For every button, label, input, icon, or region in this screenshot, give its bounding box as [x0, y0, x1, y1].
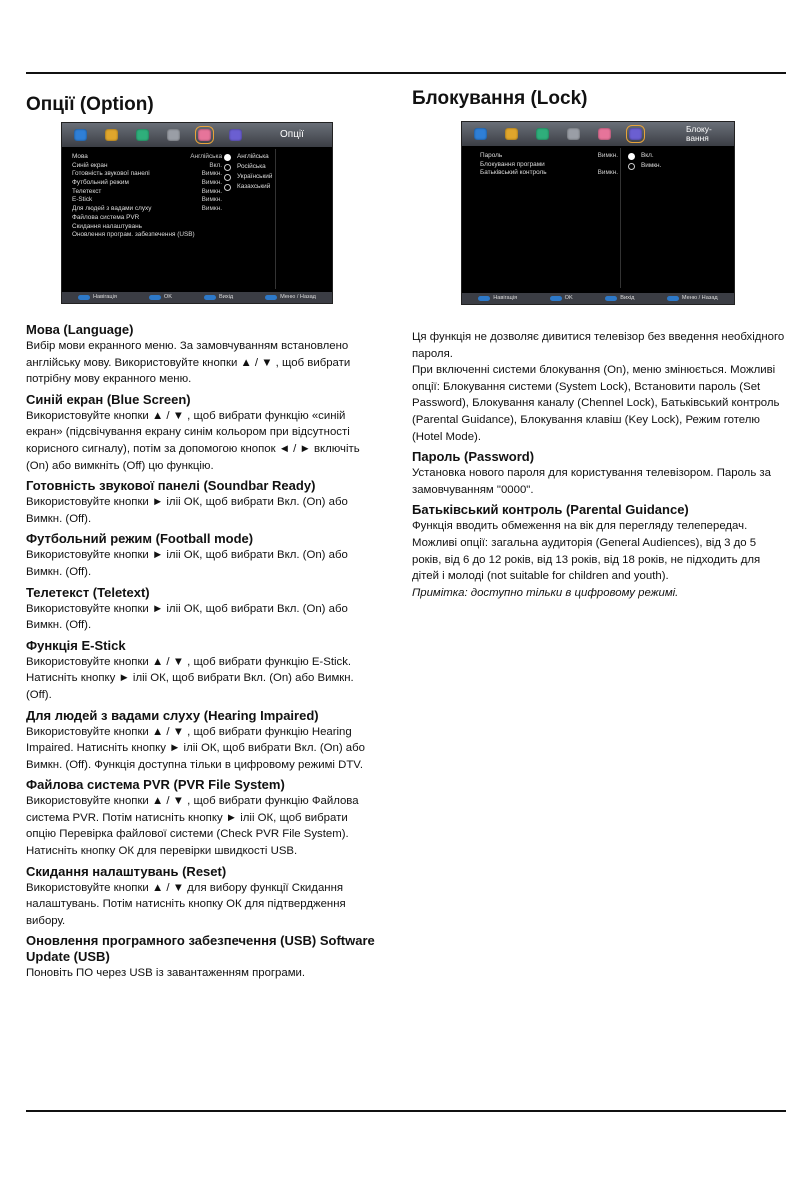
option-row	[224, 162, 272, 172]
section-body: Установка нового пароля для користування телевізором. Пароль за замовчуванням "0000".	[412, 467, 771, 496]
footer-exit	[605, 294, 634, 303]
section-body: Вибір мови екранного меню. За замовчуванням встановлено англійську мову. Використовуйте кнопки ▲ / ▼ , щоб вибрати потрібну мову екранного меню.	[26, 340, 351, 386]
section-body: Використовуйте кнопки ▲ / ▼ , щоб вибрати функцію Hearing Impaired. Натисніть кнопку ► іліі ОК, щоб вибрати Вкл. (On) або Вимкн. (Off). Функція доступна тільки в цифровому режимі DTV.	[26, 725, 365, 771]
section-parental	[412, 502, 788, 601]
option-row	[628, 151, 661, 161]
option-row	[224, 183, 272, 193]
language-options	[224, 152, 272, 193]
section-title: Футбольний режим (Football mode)	[26, 531, 254, 547]
menu-row-value: Вимкн.	[201, 205, 222, 213]
intro-text: Ця функція не дозволяє дивитися телевізор без введення необхідного пароля.	[412, 331, 785, 360]
footer-label: Навігація	[493, 295, 518, 302]
sound-tab-icon	[105, 129, 118, 141]
section-title: Функція E-Stick	[26, 637, 126, 653]
menu-row-label: Файлова система PVR	[72, 213, 140, 221]
section-body: Використовуйте кнопки ▲ / ▼ , щоб вибрати функцію Файлова система PVR. Потім натисніть кнопку ► іліі ОК, щоб вибрати опцію Перевірка файлової системи (Check PVR File System). Натисніть кнопку ОК для перевірки швидкості USB.	[26, 795, 359, 858]
menu-footer	[462, 293, 734, 304]
menu-row-label: Для людей з вадами слуху	[72, 205, 152, 213]
menu-items	[480, 152, 618, 178]
option-label: Вимкн.	[641, 161, 662, 169]
tab-title-line: Блоку-	[686, 124, 712, 134]
option-label: Російська	[237, 162, 266, 170]
menu-row-value: Англійська	[190, 153, 222, 160]
footer-label: OK	[564, 295, 573, 302]
channel-tab-icon	[536, 128, 549, 140]
section-hearing	[26, 708, 378, 774]
menu-key-icon	[667, 296, 679, 301]
intro-text: При включенні системи блокування (On), меню змінюється. Можливі опції: Блокування системи (System Lock), Встановити пароль (Set Password), Блокування каналу (Chennel Lock), Батьківський контроль (Parental Guidance), Блокування клавіш (Key Lock), Режим готелю (Hotel Mode).	[412, 364, 780, 443]
section-pvr	[26, 777, 378, 859]
sound-tab-icon	[505, 128, 518, 140]
option-heading: Опції (Option)	[26, 94, 154, 115]
menu-row-label: Скидання налаштувань	[72, 222, 142, 230]
section-title: Телетекст (Teletext)	[26, 584, 150, 600]
footer-label: OK	[163, 294, 172, 301]
channel-tab-icon	[136, 129, 149, 141]
radio-icon	[224, 184, 231, 191]
menu-row-label: Пароль	[480, 152, 503, 159]
footer-label: Меню / Назад	[681, 295, 718, 302]
menu-row	[72, 231, 222, 240]
exit-key-icon	[204, 295, 216, 300]
menu-row-value: Вимкн.	[201, 170, 222, 178]
section-title: Скидання налаштувань (Reset)	[26, 863, 227, 879]
picture-tab-icon	[474, 128, 487, 140]
section-body: Функція вводить обмеження на вік для перегляду телепередач. Можливі опції: загальна аудиторія (General Audiences), від 3 до 5 років, від 6 до 12 років, від 13 років, від 18 років, не підходить для дітей і молоді (not suitable for children and youth).	[412, 520, 761, 583]
menu-row-value: Вимкн.	[597, 169, 618, 177]
bottom-rule	[26, 1110, 786, 1112]
option-sections	[26, 322, 378, 982]
menu-row	[72, 188, 222, 197]
section-reset	[26, 864, 378, 930]
menu-row	[72, 223, 222, 232]
section-password	[412, 449, 788, 498]
menu-row-label: Синій екран	[72, 161, 108, 169]
option-label: Український	[237, 173, 273, 181]
menu-row	[72, 205, 222, 214]
nav-key-icon	[78, 295, 90, 300]
footer-label: Вихід	[218, 294, 234, 301]
section-title: Для людей з вадами слуху (Hearing Impaired)	[26, 707, 319, 723]
section-body: Використовуйте кнопки ► іліі ОК, щоб вибрати Вкл. (On) або Вимкн. (Off).	[26, 549, 348, 578]
menu-row-value: Вимкн.	[597, 152, 618, 159]
footer-label: Вихід	[620, 295, 635, 302]
option-menu-screenshot	[62, 123, 332, 303]
menu-row	[480, 152, 618, 161]
menu-row-label: Оновлення програм. забезпечення (USB)	[72, 231, 195, 239]
section-soundbar	[26, 478, 378, 527]
menu-row-value: Вимкн.	[201, 187, 222, 195]
top-rule	[26, 72, 786, 74]
menu-divider	[620, 148, 621, 288]
menu-key-icon	[265, 295, 277, 300]
option-tab-icon	[198, 129, 211, 141]
radio-icon	[224, 164, 231, 171]
option-label: Вкл.	[641, 151, 654, 159]
menu-row-label: E-Stick	[72, 196, 93, 204]
section-software-update	[26, 933, 378, 982]
lock-menu-screenshot	[462, 122, 734, 304]
section-body: Використовуйте кнопки ► іліі ОК, щоб вибрати Вкл. (On) або Вимкн. (Off).	[26, 496, 348, 525]
menu-items	[72, 153, 222, 240]
picture-tab-icon	[74, 129, 87, 141]
menu-tab-title	[686, 122, 712, 146]
menu-row	[480, 169, 618, 178]
footer-nav	[78, 293, 117, 302]
radio-selected-icon	[224, 154, 231, 161]
menu-row	[72, 214, 222, 223]
menu-row-value: Вкл.	[209, 161, 222, 169]
option-row	[224, 152, 272, 162]
menu-row-label: Телетекст	[72, 187, 102, 195]
menu-row	[72, 170, 222, 179]
option-tab-icon	[598, 128, 611, 140]
section-blue-screen	[26, 392, 378, 474]
menu-row-label: Мова	[72, 153, 88, 160]
section-teletext	[26, 585, 378, 634]
option-label: Казахський	[237, 183, 271, 191]
menu-row-value: Вимкн.	[201, 196, 222, 204]
section-title: Файлова система PVR (PVR File System)	[26, 777, 285, 793]
option-label: Англійська	[237, 152, 269, 160]
time-tab-icon	[567, 128, 580, 140]
menu-row-label: Батьківський контроль	[480, 169, 547, 177]
menu-row-label: Готовність звукової панелі	[72, 170, 150, 178]
ok-key-icon	[149, 295, 161, 300]
menu-divider	[275, 149, 276, 289]
section-body: Використовуйте кнопки ▲ / ▼ , щоб вибрати функцію E-Stick. Натисніть кнопку ► іліі ОК, щоб вибрати Вкл. (On) або Вимкн. (Off).	[26, 655, 354, 701]
exit-key-icon	[605, 296, 617, 301]
menu-tab-title: Опції	[280, 128, 304, 140]
section-body: Поновіть ПО через USB із завантаженням програми.	[26, 967, 306, 980]
radio-icon	[224, 174, 231, 181]
radio-icon	[628, 163, 635, 170]
tab-title-line: вання	[686, 133, 709, 143]
note-text: Примітка: доступно тільки в цифровому режимі.	[412, 586, 679, 599]
footer-label: Навігація	[93, 294, 117, 301]
section-title: Синій екран (Blue Screen)	[26, 391, 191, 407]
footer-nav	[478, 294, 517, 303]
lock-heading: Блокування (Lock)	[412, 88, 588, 109]
footer-exit	[204, 293, 233, 302]
menu-footer	[62, 292, 332, 303]
footer-ok	[149, 293, 172, 302]
time-tab-icon	[167, 129, 180, 141]
section-title: Оновлення програмного забезпечення (USB) Software Update (USB)	[26, 933, 375, 965]
menu-row	[72, 196, 222, 205]
section-title: Готовність звукової панелі (Soundbar Ready)	[26, 478, 316, 494]
option-row	[628, 161, 661, 171]
option-row	[224, 172, 272, 182]
lock-intro	[412, 329, 788, 445]
section-football	[26, 531, 378, 580]
footer-label: Меню / Назад	[280, 294, 316, 301]
footer-ok	[550, 294, 573, 303]
section-language	[26, 322, 378, 388]
nav-key-icon	[478, 296, 490, 301]
section-estick	[26, 638, 378, 704]
footer-menu	[667, 294, 718, 303]
section-title: Пароль (Password)	[412, 449, 535, 465]
lock-tab-icon	[629, 128, 642, 140]
section-title: Батьківський контроль (Parental Guidance)	[412, 502, 689, 518]
radio-selected-icon	[628, 153, 635, 160]
lock-options	[628, 151, 661, 171]
section-body: Використовуйте кнопки ▲ / ▼ , щоб вибрати функцію «синій екран» (підсвічування екрану синім кольором при відсутності корисного сигналу), потім за допомогою кнопок ◄ / ► включіть (On) або вимкніть (Off) цю функцію.	[26, 409, 360, 472]
section-body: Використовуйте кнопки ► іліі ОК, щоб вибрати Вкл. (On) або Вимкн. (Off).	[26, 602, 348, 632]
menu-row-value: Вимкн.	[201, 179, 222, 187]
menu-row-label: Блокування програми	[480, 160, 545, 168]
section-title: Мова (Language)	[26, 322, 134, 337]
menu-row-label: Футбольний режим	[72, 179, 129, 187]
menu-row	[72, 153, 222, 162]
menu-row	[72, 179, 222, 188]
lock-tab-icon	[229, 129, 242, 141]
footer-menu	[265, 293, 316, 302]
ok-key-icon	[550, 296, 562, 301]
section-body: Використовуйте кнопки ▲ / ▼ для вибору функції Скидання налаштувань. Потім натисніть кнопку ОК для підтвердження вибору.	[26, 881, 346, 927]
